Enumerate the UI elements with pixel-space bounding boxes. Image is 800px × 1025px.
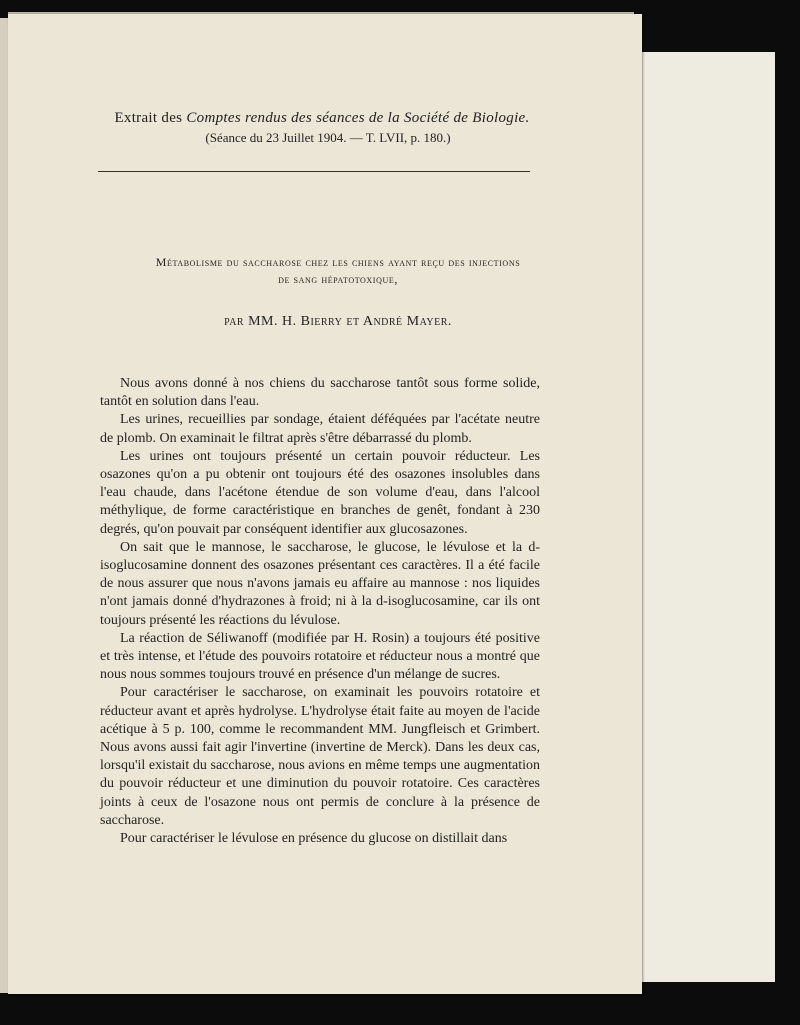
extrait-line	[8, 108, 628, 128]
paragraph: Les urines ont toujours présenté un certain pouvoir réducteur. Les osazones qu'on a pu obtenir ont toujours été des osazones insolubles dans l'eau chaude, dans l'acétone étendue de son volume d'eau, dans l'alcool méthylique, de forme caractéristique en branches de genêt, fondant à 230 degrés, qu'on pouvait par conséquent identifier aux glucosazones.	[100, 448, 540, 537]
article-title	[68, 254, 608, 288]
paragraph: Pour caractériser le lévulose en présence du glucose on distillait dans	[120, 831, 508, 847]
title-line-2: de sang hépatotoxique,	[278, 272, 398, 286]
authors: par MM. H. Bierry et André Mayer.	[224, 314, 452, 329]
header	[8, 108, 628, 148]
back-page	[640, 52, 775, 982]
paragraph: Les urines, recueillies par sondage, étaient déféquées par l'acétate neutre de plomb. On examinait le filtrat après s'être débarrassé du plomb.	[100, 412, 540, 446]
paragraph: La réaction de Séliwanoff (modifiée par H. Rosin) a toujours été positive et très intense, et l'étude des pouvoirs rotatoire et réducteur nous a montré que nous nous sommes toujours trouvé en présence d'un mélange de sucres.	[100, 630, 540, 683]
paragraph: Nous avons donné à nos chiens du saccharose tantôt sous forme solide, tantôt en solution dans l'eau.	[100, 376, 540, 410]
body-text	[100, 375, 540, 848]
paragraph: On sait que le mannose, le saccharose, le glucose, le lévulose et la d-isoglucosamine donnent des osazones présentant ces caractères. Il a été facile de nous assurer que nous n'avons jamais eu affaire au mannose : nos liquides n'ont jamais donné d'hydrazones à froid; ni à la d-isoglucosamine, car ils ont toujours présenté les réactions du lévulose.	[100, 539, 540, 628]
header-rule	[98, 171, 530, 172]
extrait-prefix: Extrait des	[114, 110, 187, 126]
seance-line: (Séance du 23 Juillet 1904. — T. LVII, p. 180.)	[205, 130, 451, 145]
journal-name: Comptes rendus des séances de la Société de Biologie.	[186, 110, 530, 126]
title-line-1: Métabolisme du saccharose chez les chiens ayant reçu des injections	[155, 255, 521, 269]
document-page	[8, 14, 642, 994]
paragraph: Pour caractériser le saccharose, on examinait les pouvoirs rotatoire et réducteur avant et après hydrolyse. L'hydrolyse était faite au moyen de l'acide acétique à 5 p. 100, comme le recommandent MM. Jungfleisch et Grimbert. Nous avons aussi fait agir l'invertine (invertine de Merck). Dans les deux cas, lorsqu'il existait du saccharose, nous avions en même temps une augmentation du pouvoir réducteur et une diminution du pouvoir rotatoire. Ces caractères joints à ceux de l'osazone nous ont permis de conclure à la présence de saccharose.	[100, 685, 540, 828]
left-page-edge	[0, 18, 8, 993]
